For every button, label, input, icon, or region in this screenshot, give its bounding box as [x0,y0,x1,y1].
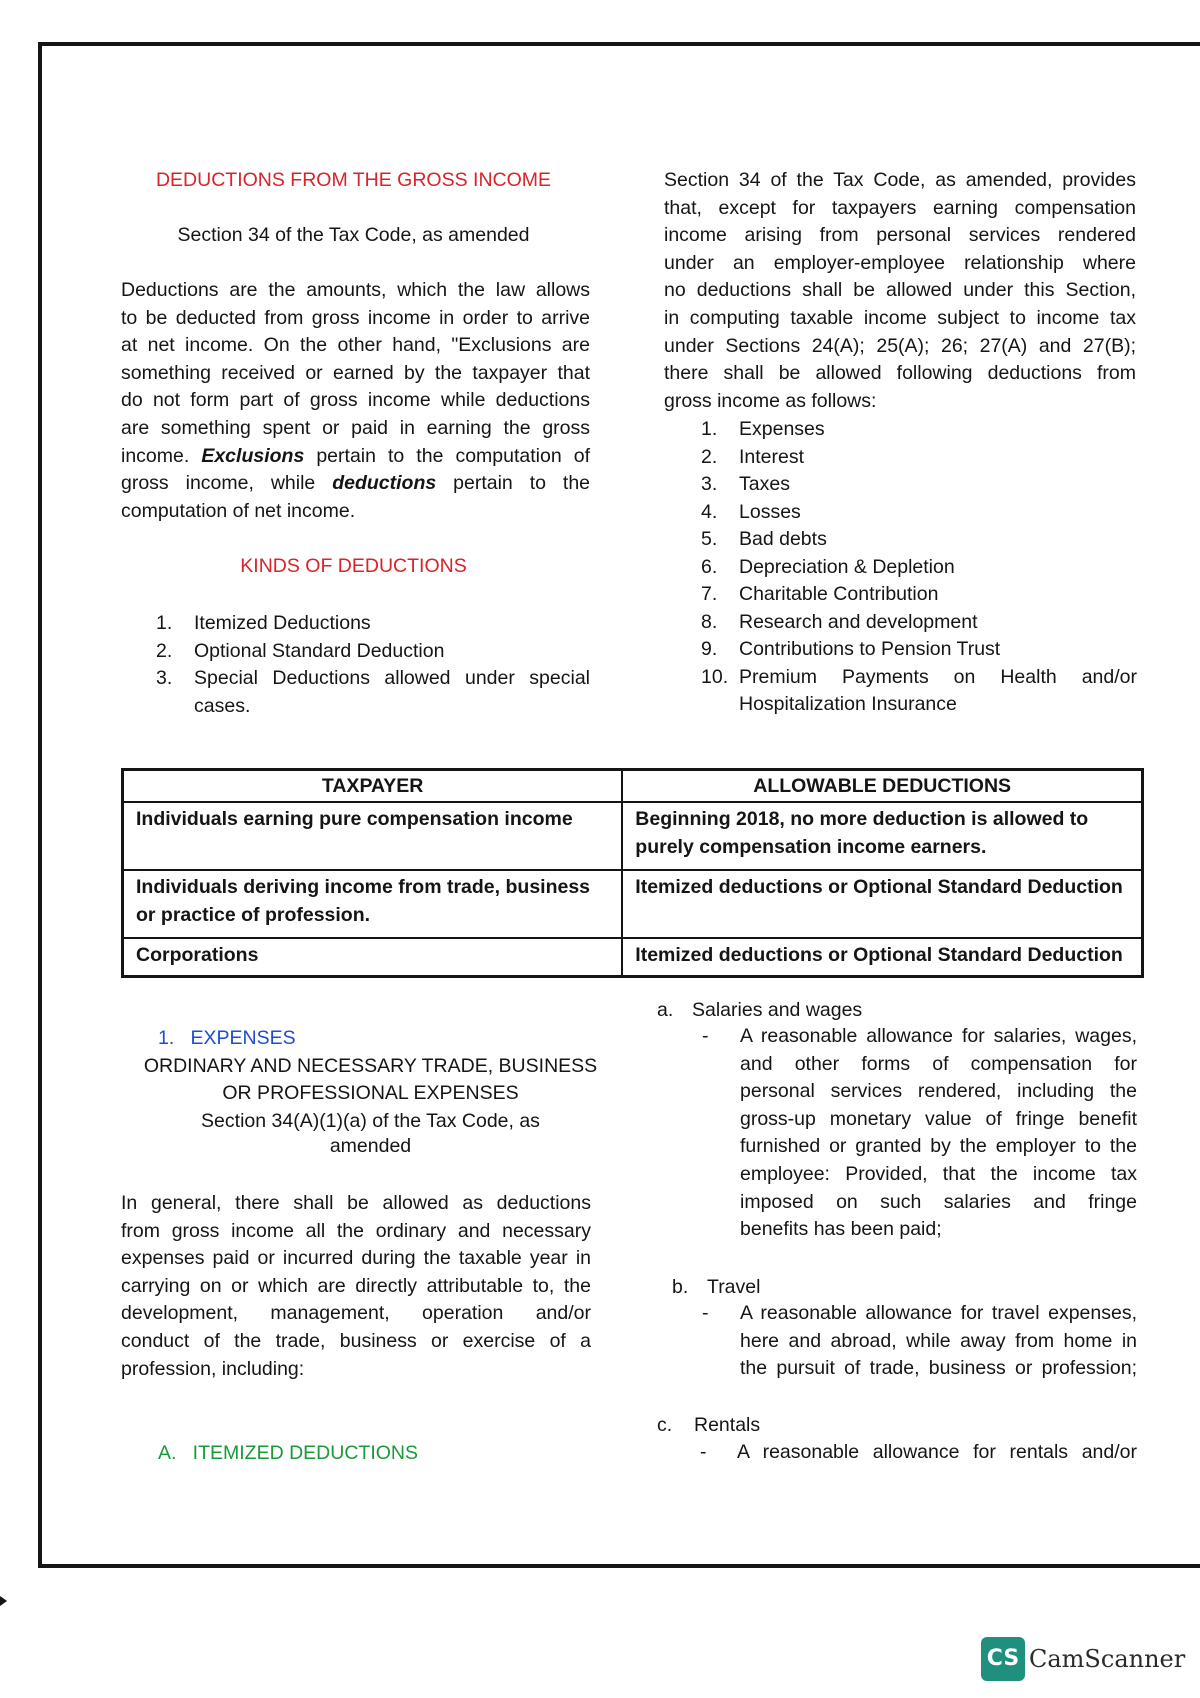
list-label: Research and development [739,610,978,633]
list-label: Hospitalization Insurance [739,693,957,715]
item-b-dash: - [702,1302,709,1324]
paragraph-line: under Sections 24(A); 25(A); 26; 27(A) and 27(B); [664,334,1136,357]
emphasis-deductions: deductions [332,472,437,495]
expenses-paragraph [121,1190,591,1383]
paragraph-line: income arising from personal services rendered [664,224,1136,247]
paragraph-line: the pursuit of trade, business or profession; [740,1357,1137,1380]
list-number: 10. [701,665,729,688]
paragraph-line: In general, there shall be allowed as deductions [121,1192,591,1214]
list-number: 1. [156,612,173,634]
list-item [701,416,1137,444]
list-label: Charitable Contribution [739,583,939,605]
camscanner-label: CamScanner [1029,1645,1186,1673]
paragraph-line: conduct of the trade, business or exercise of a [121,1329,591,1352]
list-item [156,610,590,638]
paragraph-line: A reasonable allowance for rentals and/or [737,1441,1137,1463]
paragraph-line: A reasonable allowance for salaries, wages, [740,1025,1137,1047]
paragraph-line: Deductions are the amounts, which the law allows [121,279,590,301]
table-cell-allowable: Beginning 2018, no more deduction is allowed to purely compensation income earners. [622,802,1142,870]
list-item [701,609,1137,637]
table-header-row [123,770,1143,803]
item-c-dash: - [700,1441,707,1463]
list-item [156,665,590,693]
item-a-text [740,1023,1137,1244]
paragraph-line: imposed on such salaries and fringe [740,1190,1137,1213]
table-cell-taxpayer: Corporations [123,938,623,976]
kinds-list [156,610,590,721]
paragraph-line: gross-up monetary value of fringe benefit [740,1107,1137,1130]
list-label: Itemized Deductions [194,612,371,634]
paragraph-line: employee: Provided, that the income tax [740,1162,1137,1185]
list-label: Bad debts [739,528,827,550]
list-number: 7. [701,583,718,605]
list-label: Taxes [739,473,790,495]
item-b-title: Travel [707,1276,761,1298]
scan-mark [0,1596,7,1606]
list-number: 3. [156,667,173,689]
paragraph-line: gross income as follows: [664,389,877,412]
table-row [123,802,1143,870]
paragraph-line: expenses paid or incurred during the taxable year in [121,1247,591,1270]
emphasis-exclusions: Exclusions [201,444,305,467]
paragraph-line: at net income. On the other hand, "Exclusions are [121,334,590,357]
list-label: Premium Payments on Health and/or [739,665,1137,688]
paragraph-line: here and abroad, while away from home in [740,1329,1137,1352]
item-c-title: Rentals [694,1414,761,1436]
list-number: 2. [156,640,173,662]
paragraph-line: and other forms of compensation for [740,1052,1137,1075]
list-item [701,636,1137,664]
camscanner-logo: CS [981,1637,1025,1681]
expenses-reference-2: amended [329,1135,412,1157]
paragraph-line: something received or earned by the taxpayer that [121,361,590,384]
text-run: income. [121,444,202,467]
item-b-text [740,1300,1137,1383]
expenses-heading: 1. EXPENSES [158,1027,296,1049]
list-item [156,638,590,665]
list-number: 9. [701,638,718,660]
paragraph-line [121,443,590,471]
item-c-text [737,1439,1137,1467]
table-cell-taxpayer: Individuals earning pure compensation income [123,802,623,870]
list-label: Optional Standard Deduction [194,640,445,662]
table-cell-allowable: Itemized deductions or Optional Standard Deduction [622,938,1142,976]
intro-paragraph [121,277,590,525]
paragraph-line [121,470,590,498]
paragraph-line: benefits has been paid; [740,1218,942,1241]
list-item [701,471,1137,499]
paragraph-line: are something spent or paid in earning the gross [121,416,590,439]
table-row [123,870,1143,938]
list-number: 4. [701,500,718,523]
paragraph-line: to be deducted from gross income in order to arrive [121,306,590,329]
paragraph-line: A reasonable allowance for travel expenses, [740,1302,1137,1324]
list-number: 2. [701,445,718,468]
paragraph-line: furnished or granted by the employer to the [740,1135,1137,1158]
list-label: Depreciation & Depletion [739,555,955,578]
paragraph-line: in computing taxable income subject to income tax [664,306,1136,329]
expenses-subheading-2: OR PROFESSIONAL EXPENSES [222,1082,519,1104]
list-item [701,664,1137,692]
table-row [123,938,1143,976]
taxpayer-deductions-table [121,768,1144,978]
list-item [701,554,1137,582]
list-item [701,581,1137,609]
list-item-continued [156,693,590,721]
paragraph-line: profession, including: [121,1357,305,1380]
list-number: 3. [701,473,718,495]
list-label: Interest [739,445,805,468]
list-item [701,499,1137,527]
paragraph-line: computation of net income. [121,499,356,522]
list-number: 8. [701,610,718,633]
section-title: DEDUCTIONS FROM THE GROSS INCOME [155,169,552,191]
itemized-deductions-heading: A. ITEMIZED DEDUCTIONS [158,1442,419,1464]
item-c-label: c. [657,1414,673,1436]
table-cell-allowable: Itemized deductions or Optional Standard Deduction [622,870,1142,938]
paragraph-line: Section 34 of the Tax Code, as amended, provides [664,169,1136,191]
item-a-title: Salaries and wages [692,999,863,1021]
text-run: pertain to the [436,472,591,495]
paragraph-line: under an employer-employee relationship where [664,251,1136,274]
table-header-taxpayer: TAXPAYER [123,770,623,803]
paragraph-line: development, management, operation and/or [121,1302,591,1325]
kinds-title: KINDS OF DEDUCTIONS [240,555,467,577]
expenses-reference-1: Section 34(A)(1)(a) of the Tax Code, as [201,1110,540,1132]
expenses-subheading-1: ORDINARY AND NECESSARY TRADE, BUSINESS [143,1055,598,1077]
deductions-paragraph [664,167,1136,415]
list-number: 1. [701,418,718,440]
paragraph-line: personal services rendered, including the [740,1080,1137,1103]
text-run: gross income, while [121,472,333,495]
item-b-label: b. [672,1276,689,1298]
paragraph-line: no deductions shall be allowed under this Section, [664,279,1136,302]
paragraph-line: do not form part of gross income while deductions [121,389,590,412]
list-item [701,444,1137,472]
paragraph-line: from gross income all the ordinary and necessary [121,1219,591,1242]
paragraph-line: carrying on or which are directly attributable to, the [121,1274,591,1297]
table-cell-taxpayer: Individuals deriving income from trade, business or practice of profession. [123,870,623,938]
list-label: Special Deductions allowed under special [194,667,590,689]
list-label: Losses [739,500,801,523]
list-number: 6. [701,555,718,578]
list-label: Expenses [739,418,825,440]
section-subtitle: Section 34 of the Tax Code, as amended [177,224,530,246]
list-item [701,526,1137,554]
table-header-allowable: ALLOWABLE DEDUCTIONS [622,770,1142,803]
paragraph-line: there shall be allowed following deductions from [664,362,1136,385]
paragraph-line: that, except for taxpayers earning compensation [664,196,1136,219]
item-a-dash: - [702,1025,709,1047]
deductions-list [701,416,1137,719]
list-number: 5. [701,528,718,550]
list-label: cases. [194,695,251,717]
list-label: Contributions to Pension Trust [739,638,1001,660]
item-a-label: a. [657,999,674,1021]
text-run: pertain to the computation of [304,444,590,467]
list-item-continued [701,691,1137,719]
